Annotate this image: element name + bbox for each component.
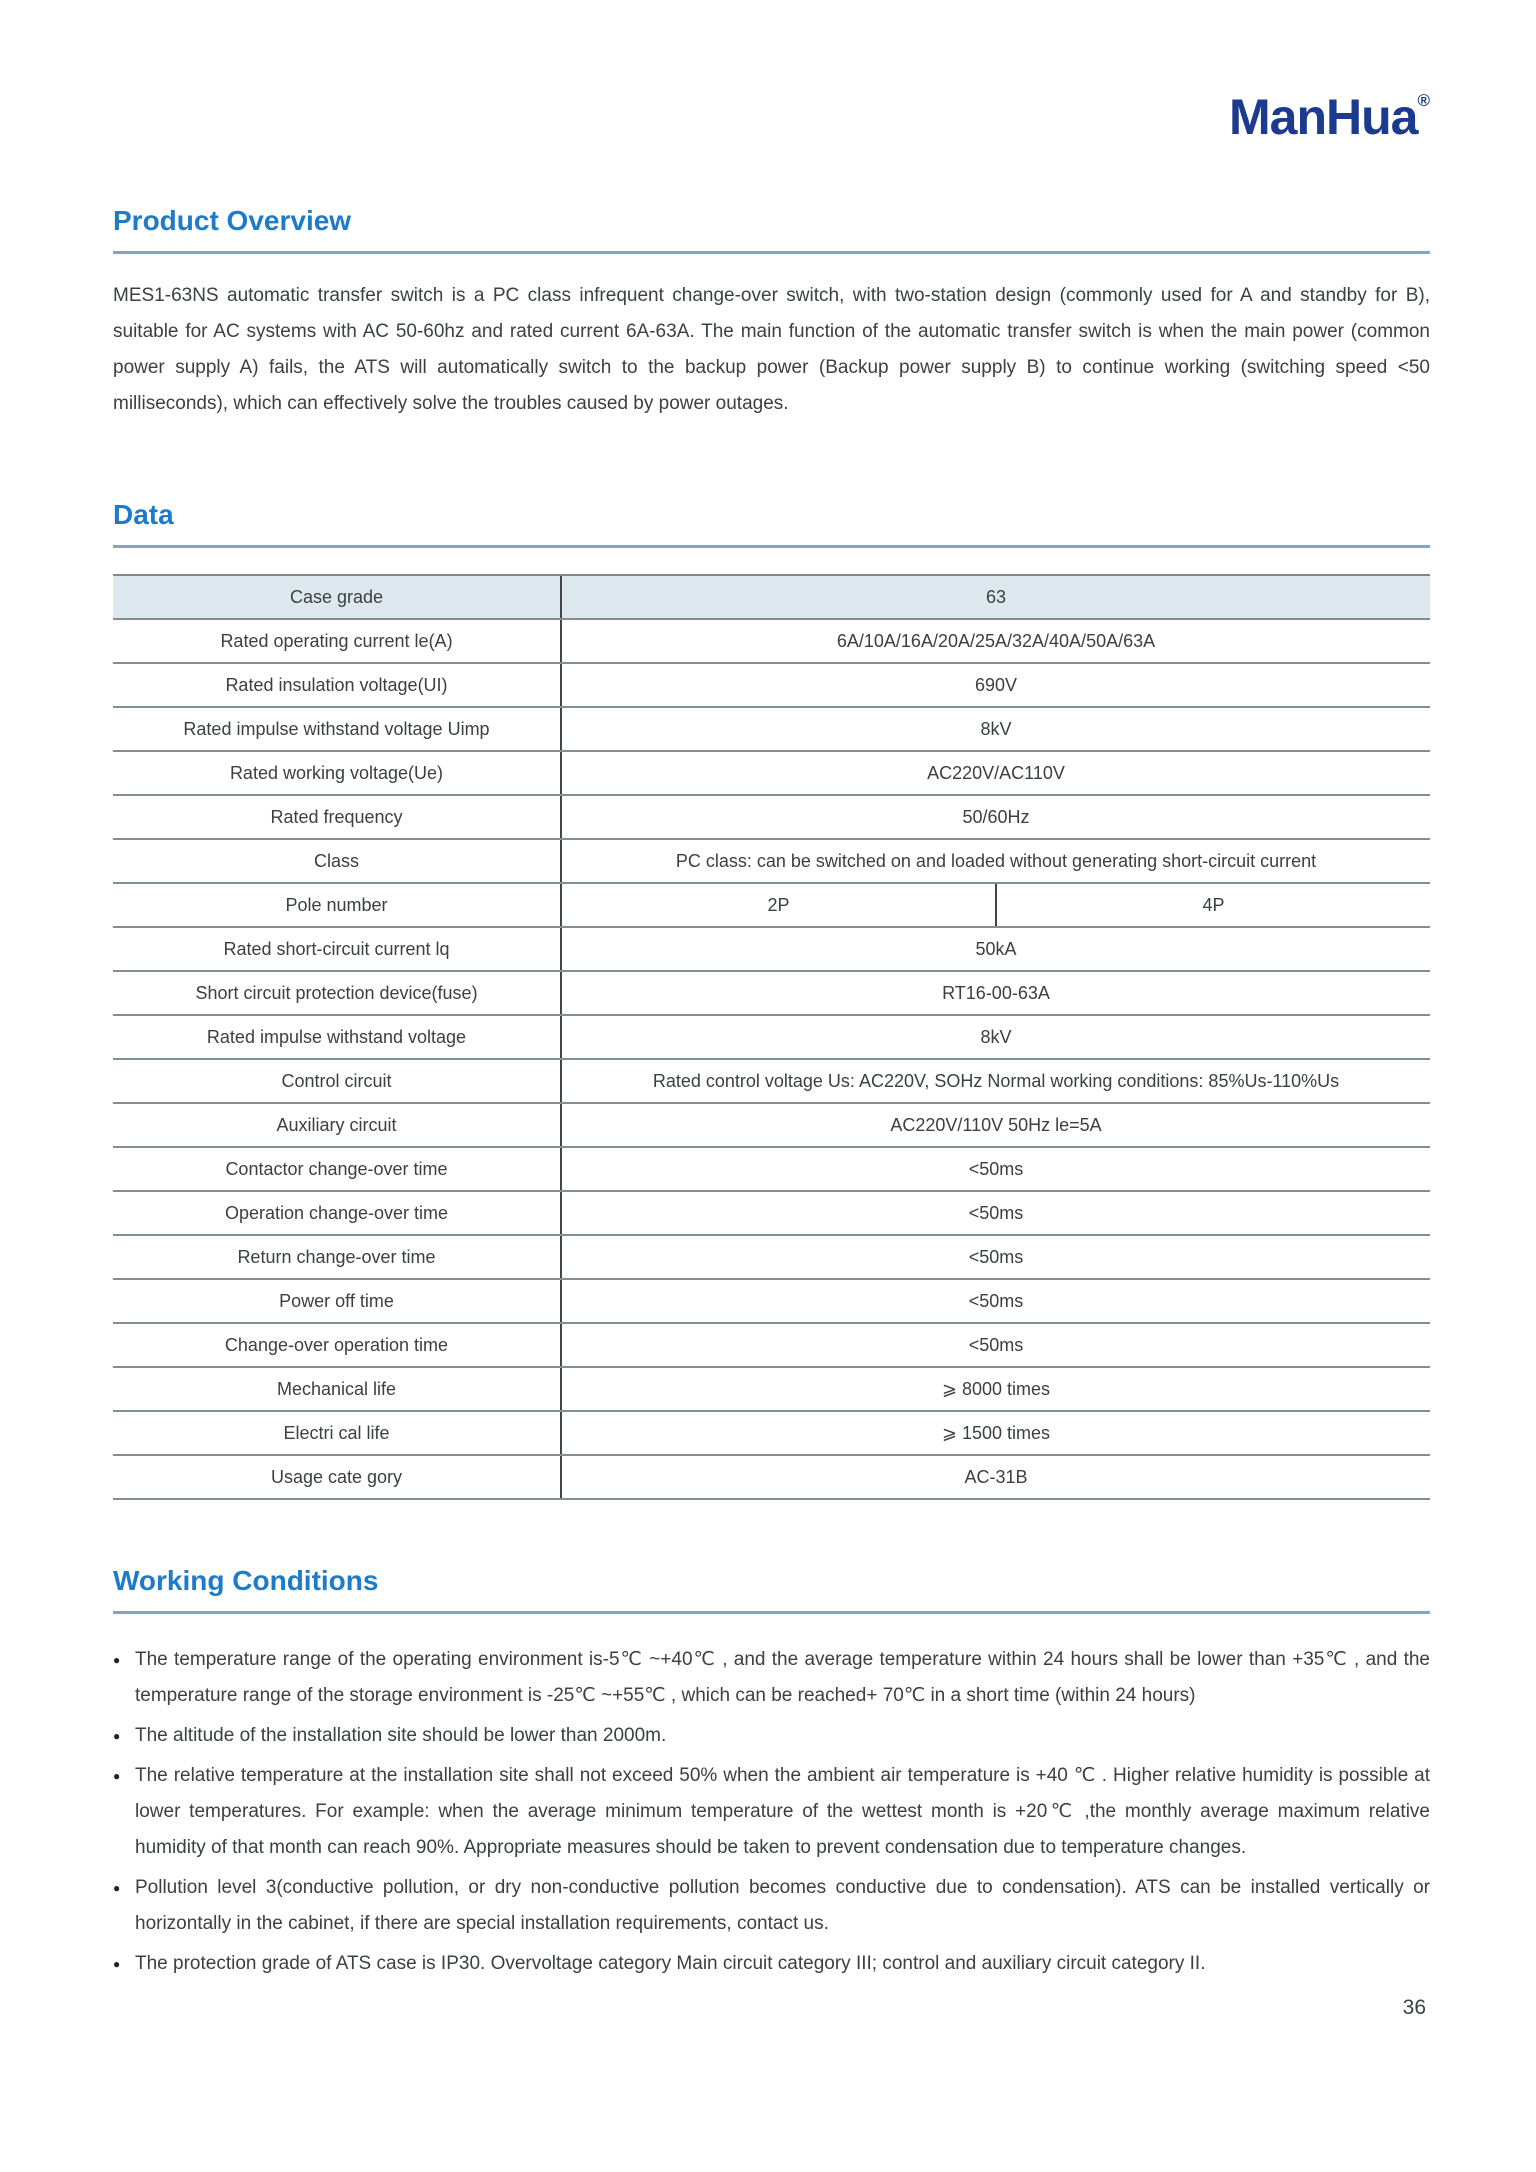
table-row-values <box>560 1368 1430 1410</box>
working-conditions-title: Working Conditions <box>113 1565 379 1596</box>
table-cell: <50ms <box>968 1202 1024 1223</box>
working-conditions-list <box>113 1642 1430 1982</box>
table-row-label: Rated impulse withstand voltage <box>206 1026 467 1047</box>
table-row-values <box>560 972 1430 1014</box>
table-cell: <50ms <box>968 1334 1024 1355</box>
manhua-logo <box>1229 89 1430 145</box>
table-row-values <box>560 840 1430 882</box>
table-row-values <box>560 1412 1430 1454</box>
product-overview-text: MES1-63NS automatic transfer switch is a PC class infrequent change-over switch, with two-station design (commonly used for A and standby for B), suitable for AC systems with AC 50-60hz and rated current 6A-63A. The main function of the automatic transfer switch is when the main power (common power supply A) fails, the ATS will automatically switch to the backup power (Backup power supply B) to continue working (switching speed <50 milliseconds), which can effectively solve the troubles caused by power outages. <box>113 285 1430 414</box>
table-row <box>113 1324 1430 1368</box>
table-cell: AC220V/110V 50Hz le=5A <box>890 1114 1102 1135</box>
table-row-label: Usage cate gory <box>270 1466 403 1487</box>
table-cell: 50/60Hz <box>962 806 1030 827</box>
table-cell: 2P <box>767 894 790 915</box>
table-row <box>113 620 1430 664</box>
table-row-values <box>560 708 1430 750</box>
table-row <box>113 576 1430 620</box>
table-row-values <box>560 752 1430 794</box>
table-cell: 4P <box>995 884 1430 926</box>
table-row-values <box>560 1148 1430 1190</box>
table-cell: <50ms <box>968 1290 1024 1311</box>
table-cell: Rated control voltage Us: AC220V, SOHz Normal working conditions: 85%Us-110%Us <box>652 1070 1340 1091</box>
table-row-label: Change-over operation time <box>224 1334 449 1355</box>
table-row <box>113 752 1430 796</box>
table-row <box>113 884 1430 928</box>
overview-rule <box>113 251 1430 254</box>
table-cell: 6A/10A/16A/20A/25A/32A/40A/50A/63A <box>836 630 1156 651</box>
table-row <box>113 1148 1430 1192</box>
table-cell: 50kA <box>975 938 1017 959</box>
table-row-values <box>560 1324 1430 1366</box>
table-cell: ⩾ 1500 times <box>941 1422 1051 1443</box>
table-row-values <box>560 1192 1430 1234</box>
table-row-label: Rated impulse withstand voltage Uimp <box>183 718 490 739</box>
table-row-values <box>560 1104 1430 1146</box>
table-row <box>113 928 1430 972</box>
table-cell: RT16-00-63A <box>942 982 1050 1003</box>
table-cell: 690V <box>974 674 1018 695</box>
table-row <box>113 1456 1430 1500</box>
table-row-values <box>560 1060 1430 1102</box>
table-row <box>113 1060 1430 1104</box>
table-cell: 8kV <box>980 718 1012 739</box>
data-table <box>113 574 1430 1500</box>
working-condition-item: ● The protection grade of ATS case is IP30. Overvoltage category Main circuit category III; control and auxiliary circuit category II. <box>113 1946 1430 1982</box>
table-row <box>113 840 1430 884</box>
table-row-label: Contactor change-over time <box>225 1158 448 1179</box>
table-row <box>113 1192 1430 1236</box>
table-cell: PC class: can be switched on and loaded without generating short-circuit current <box>675 850 1317 871</box>
table-row <box>113 1280 1430 1324</box>
table-row-label: Class <box>313 850 359 871</box>
table-row-values <box>560 1456 1430 1498</box>
table-row-values <box>560 796 1430 838</box>
table-row-values <box>560 576 1430 618</box>
page-number: 36 <box>1402 1996 1426 2019</box>
table-row-label: Rated short-circuit current lq <box>223 938 450 959</box>
table-row <box>113 1412 1430 1456</box>
table-row-label: Mechanical life <box>276 1378 397 1399</box>
table-row-label: Return change-over time <box>237 1246 436 1267</box>
table-row-values <box>560 1016 1430 1058</box>
table-row-values <box>560 620 1430 662</box>
logo-text: ManHua <box>1229 89 1418 145</box>
table-row-values <box>560 928 1430 970</box>
table-cell: <50ms <box>968 1246 1024 1267</box>
registered-trademark-icon: ® <box>1417 91 1430 110</box>
table-row-label: Electri cal life <box>283 1422 390 1443</box>
data-rule <box>113 545 1430 548</box>
table-cell: 8kV <box>980 1026 1012 1047</box>
table-row-values <box>560 884 1430 926</box>
product-overview-title: Product Overview <box>113 205 352 236</box>
table-row-values <box>560 1280 1430 1322</box>
data-title: Data <box>113 499 174 530</box>
table-row <box>113 1016 1430 1060</box>
working-condition-item: ● The temperature range of the operating environment is-5℃ ~+40℃ , and the average temperature within 24 hours shall be lower than +35℃ , and the temperature range of the storage environment is -25℃ ~+55℃ , which can be reached+ 70℃ in a short time (within 24 hours) <box>113 1642 1430 1714</box>
table-row-values <box>560 1236 1430 1278</box>
table-row-label: Rated operating current le(A) <box>220 630 453 651</box>
table-row <box>113 708 1430 752</box>
table-cell: AC-31B <box>964 1466 1028 1487</box>
table-row-label: Auxiliary circuit <box>276 1114 397 1135</box>
table-cell: AC220V/AC110V <box>927 762 1065 783</box>
table-row-label: Operation change-over time <box>224 1202 449 1223</box>
table-row <box>113 1104 1430 1148</box>
table-row-label: Rated working voltage(Ue) <box>229 762 444 783</box>
logo-row <box>113 0 1430 152</box>
table-row-label: Pole number <box>285 894 388 915</box>
table-cell: ⩾ 8000 times <box>941 1378 1051 1399</box>
table-row <box>113 972 1430 1016</box>
table-row-label: Case grade <box>289 586 384 607</box>
working-condition-item: ● Pollution level 3(conductive pollution, or dry non-conductive pollution becomes conductive due to condensation). ATS can be installed vertically or horizontally in the cabinet, if there are special installation requirements, contact us. <box>113 1870 1430 1942</box>
table-row <box>113 796 1430 840</box>
table-row-label: Rated frequency <box>270 806 403 827</box>
table-row <box>113 1236 1430 1280</box>
table-cell: <50ms <box>968 1158 1024 1179</box>
table-row <box>113 664 1430 708</box>
working-condition-item: ● The relative temperature at the installation site shall not exceed 50% when the ambient air temperature is +40 ℃ . Higher relative humidity is possible at lower temperatures. For example: when the average minimum temperature of the wettest month is +20℃ ,the monthly average maximum relative humidity of that month can reach 90%. Appropriate measures should be taken to prevent condensation due to temperature changes. <box>113 1758 1430 1866</box>
working-condition-item: ● The altitude of the installation site should be lower than 2000m. <box>113 1718 1430 1754</box>
table-row-label: Rated insulation voltage(UI) <box>225 674 448 695</box>
table-row-label: Control circuit <box>281 1070 392 1091</box>
table-cell: 63 <box>985 586 1007 607</box>
table-row-label: Power off time <box>279 1290 394 1311</box>
table-row-values <box>560 664 1430 706</box>
table-row <box>113 1368 1430 1412</box>
working-conditions-rule <box>113 1611 1430 1614</box>
table-row-label: Short circuit protection device(fuse) <box>195 982 478 1003</box>
